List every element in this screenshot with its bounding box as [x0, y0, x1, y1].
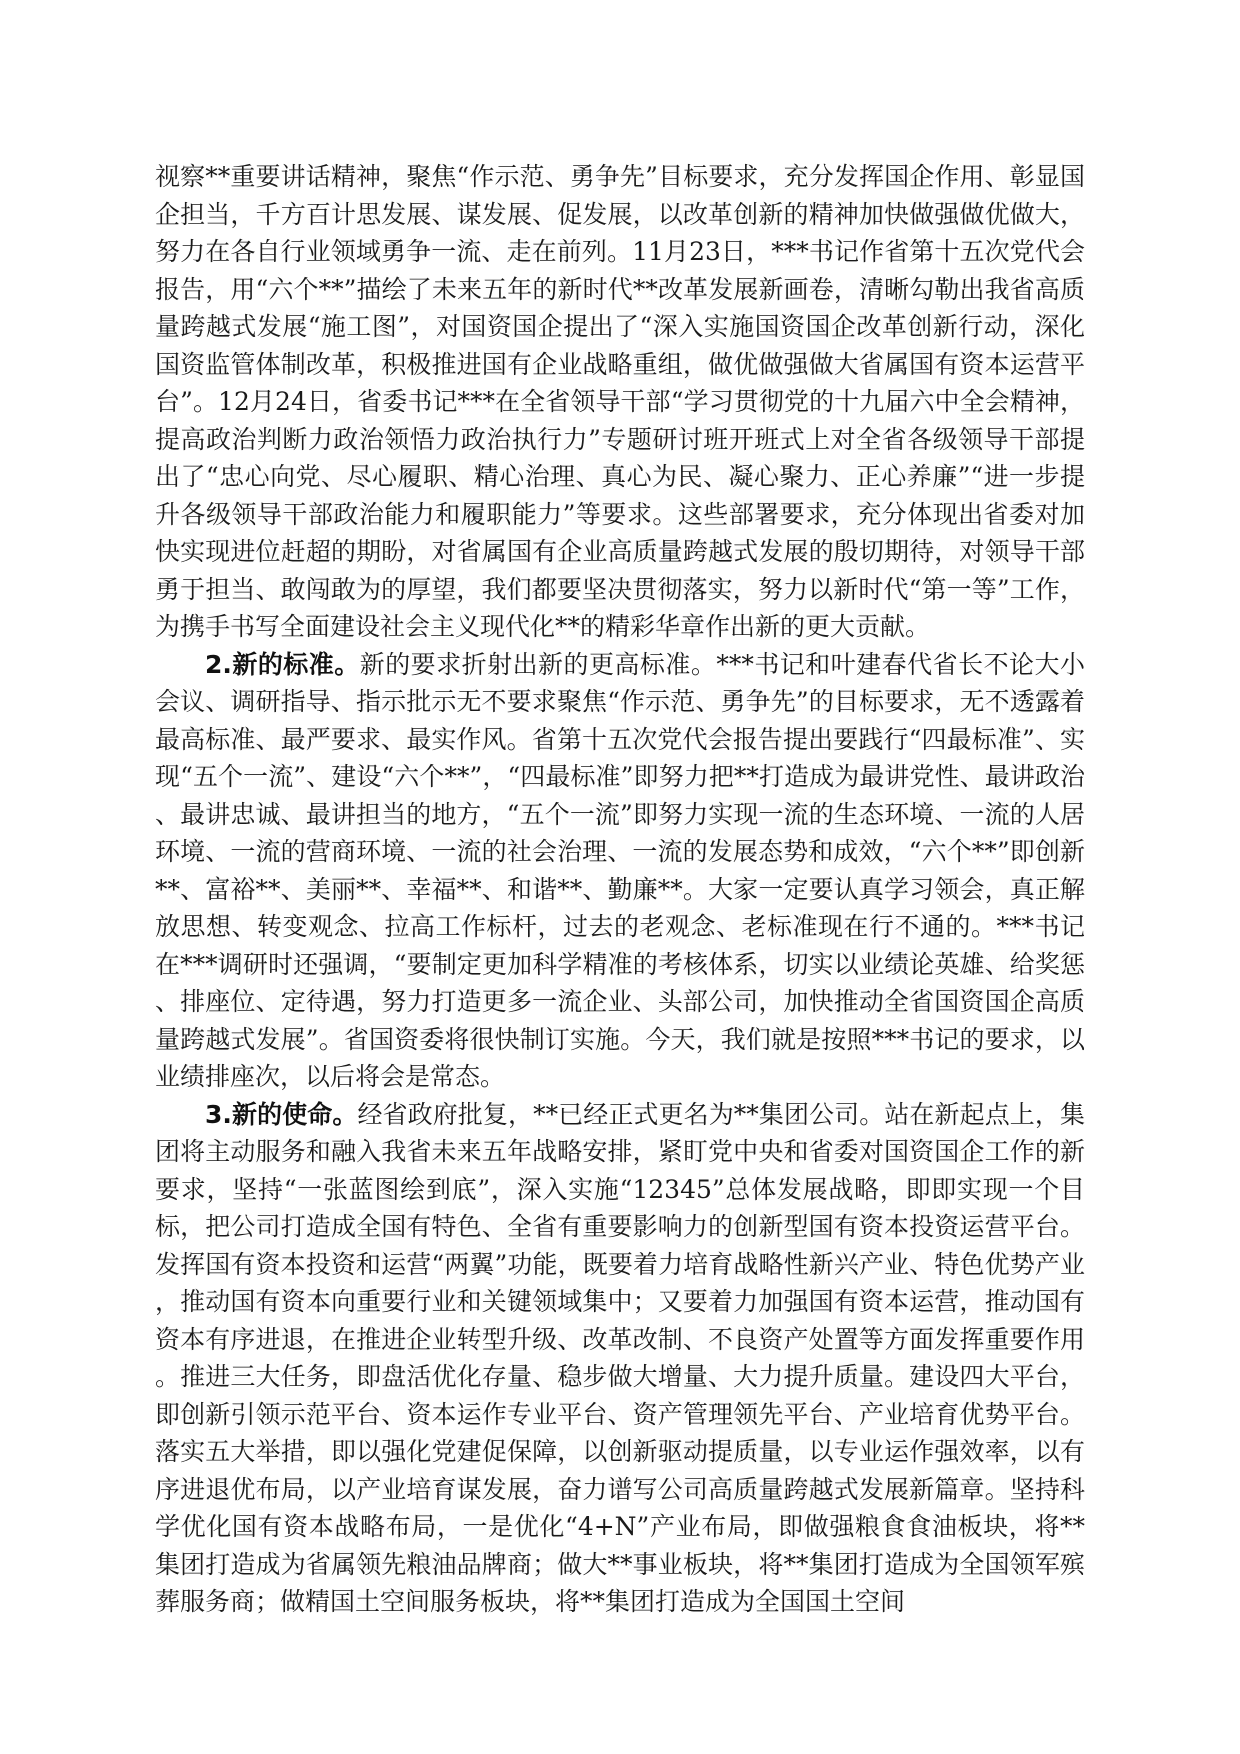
paragraph-text: 经省政府批复，**已经正式更名为**集团公司。站在新起点上，集团将主动服务和融入我省未来五年战略安排，紧盯党中央和省委对国资国企工作的新要求，坚持“一张蓝图绘到底”，深入实施“12345”总体发展战略，即即实现一个目标，把公司打造成全国有特色、全省有重要影响力的创新型国有资本投资运营平台。发挥国有资本投资和运营“两翼”功能，既要着力培育战略性新兴产业、特色优势产业，推动国有资本向重要行业和关键领域集中；又要着力加强国有资本运营，推动国有资本有序进退，在推进企业转型升级、改革改制、不良资产处置等方面发挥重要作用。推进三大任务，即盘活优化存量、稳步做大增量、大力提升质量。建设四大平台，即创新引领示范平台、资本运作专业平台、资产管理领先平台、产业培育优势平台。落实五大举措，即以强化党建促保障，以创新驱动提质量，以专业运作强效率，以有序进退优布局，以产业培育谋发展，奋力谱写公司高质量跨越式发展新篇章。坚持科学优化国有资本战略布局，一是优化“4+N”产业布局，即做强粮食食油板块，将**集团打造成为省属领先粮油品牌商；做大**事业板块，将**集团打造成为全国领军殡葬服务商；做精国土空间服务板块，将**集团打造成为全国国土空间 — [155, 1099, 1085, 1616]
paragraph-new-standard — [155, 646, 1085, 1096]
section-heading-new-standard: 2.新的标准。 — [205, 649, 360, 679]
paragraph-continuation — [155, 158, 1085, 646]
paragraph-new-mission — [155, 1096, 1085, 1621]
paragraph-text: 视察**重要讲话精神，聚焦“作示范、勇争先”目标要求，充分发挥国企作用、彰显国企担当，千方百计思发展、谋发展、促发展，以改革创新的精神加快做强做优做大，努力在各自行业领域勇争一流、走在前列。11月23日，***书记作省第十五次党代会报告，用“六个**”描绘了未来五年的新时代**改革发展新画卷，清晰勾勒出我省高质量跨越式发展“施工图”，对国资国企提出了“深入实施国资国企改革创新行动，深化国资监管体制改革，积极推进国有企业战略重组，做优做强做大省属国有资本运营平台”。12月24日，省委书记***在全省领导干部“学习贯彻党的十九届六中全会精神，提高政治判断力政治领悟力政治执行力”专题研讨班开班式上对全省各级领导干部提出了“忠心向党、尽心履职、精心治理、真心为民、凝心聚力、正心养廉”“进一步提升各级领导干部政治能力和履职能力”等要求。这些部署要求，充分体现出省委对加快实现进位赶超的期盼，对省属国有企业高质量跨越式发展的殷切期待，对领导干部勇于担当、敢闯敢为的厚望，我们都要坚决贯彻落实，努力以新时代“第一等”工作，为携手书写全面建设社会主义现代化**的精彩华章作出新的更大贡献。 — [155, 162, 1085, 641]
section-heading-new-mission: 3.新的使命。 — [205, 1099, 358, 1129]
paragraph-text: 新的要求折射出新的更高标准。***书记和叶建春代省长不论大小会议、调研指导、指示批示无不要求聚焦“作示范、勇争先”的目标要求，无不透露着最高标准、最严要求、最实作风。省第十五次党代会报告提出要践行“四最标准”、实现“五个一流”、建设“六个**”，“四最标准”即努力把**打造成为最讲党性、最讲政治、最讲忠诚、最讲担当的地方，“五个一流”即努力实现一流的生态环境、一流的人居环境、一流的营商环境、一流的社会治理、一流的发展态势和成效，“六个**”即创新**、富裕**、美丽**、幸福**、和谐**、勤廉**。大家一定要认真学习领会，真正解放思想、转变观念、拉高工作标杆，过去的老观念、老标准现在行不通的。***书记在***调研时还强调，“要制定更加科学精准的考核体系，切实以业绩论英雄、给奖惩、排座位、定待遇，努力打造更多一流企业、头部公司，加快推动全省国资国企高质量跨越式发展”。省国资委将很快制订实施。今天，我们就是按照***书记的要求，以业绩排座次，以后将会是常态。 — [155, 649, 1085, 1091]
